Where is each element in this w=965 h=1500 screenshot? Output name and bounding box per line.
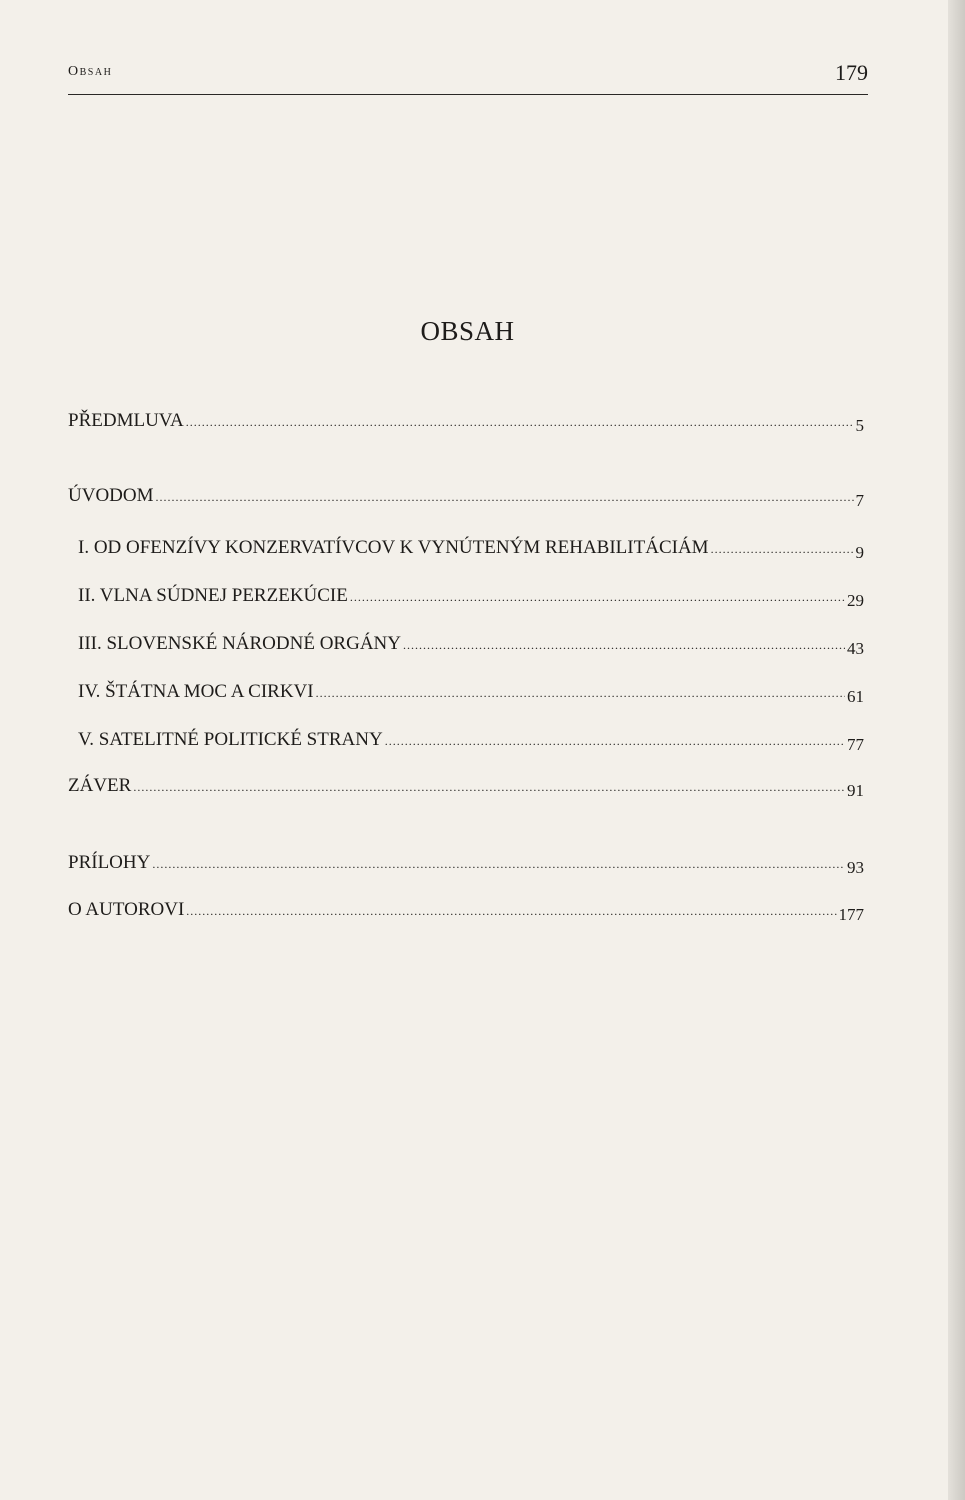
toc-entry-uvodom: [68, 485, 864, 510]
toc-entry-page: 5: [855, 416, 864, 435]
toc-entry-label: IV. ŠTÁTNA MOC A CIRKVI: [78, 681, 314, 702]
toc-entry-o-autorovi: [68, 899, 864, 924]
toc-entry-label: ÚVODOM: [68, 485, 154, 506]
running-header: [68, 58, 868, 95]
running-title: Obsah: [68, 64, 113, 79]
toc-entry-page: 77: [847, 735, 864, 754]
toc-entry-page: 91: [847, 781, 864, 800]
page-number: 179: [835, 60, 868, 85]
leader-dots: [316, 686, 845, 701]
toc-entry-label: PŘEDMLUVA: [68, 410, 184, 431]
toc-entry-label: I. OD OFENZÍVY KONZERVATÍVCOV K VYNÚTENÝM REHABILITÁCIÁM: [78, 537, 709, 558]
leader-dots: [152, 857, 845, 872]
toc-entry-page: 7: [855, 491, 864, 510]
leader-dots: [156, 490, 854, 505]
toc-entry-page: 177: [838, 905, 864, 924]
leader-dots: [350, 590, 845, 605]
toc-entry-chapter-3: [78, 633, 864, 658]
leader-dots: [711, 542, 854, 557]
toc-entry-prilohy: [68, 852, 864, 877]
toc-entry-page: 93: [847, 858, 864, 877]
toc-entry-label: O AUTOROVI: [68, 899, 185, 920]
toc-entry-page: 29: [847, 591, 864, 610]
toc-entry-page: 61: [847, 687, 864, 706]
leader-dots: [385, 734, 845, 749]
leader-dots: [186, 904, 836, 919]
toc-entry-page: 9: [855, 543, 864, 562]
toc-entry-chapter-1: [78, 537, 864, 562]
toc-entry-label: V. SATELITNÉ POLITICKÉ STRANY: [78, 729, 383, 750]
toc-entry-predmluva: [68, 410, 864, 435]
page-edge: [948, 0, 965, 1500]
toc-entry-label: III. SLOVENSKÉ NÁRODNÉ ORGÁNY: [78, 633, 401, 654]
toc-entry-zaver: [68, 775, 864, 800]
toc-entry-label: II. VLNA SÚDNEJ PERZEKÚCIE: [78, 585, 348, 606]
toc-entry-label: PRÍLOHY: [68, 852, 151, 873]
toc-entry-chapter-5: [78, 729, 864, 754]
toc-entry-page: 43: [847, 639, 864, 658]
toc-title: OBSAH: [420, 316, 515, 346]
leader-dots: [186, 415, 854, 430]
toc-entry-chapter-2: [78, 585, 864, 610]
toc-entry-label: ZÁVER: [68, 775, 132, 796]
leader-dots: [133, 780, 845, 795]
toc-entry-chapter-4: [78, 681, 864, 706]
leader-dots: [403, 638, 845, 653]
